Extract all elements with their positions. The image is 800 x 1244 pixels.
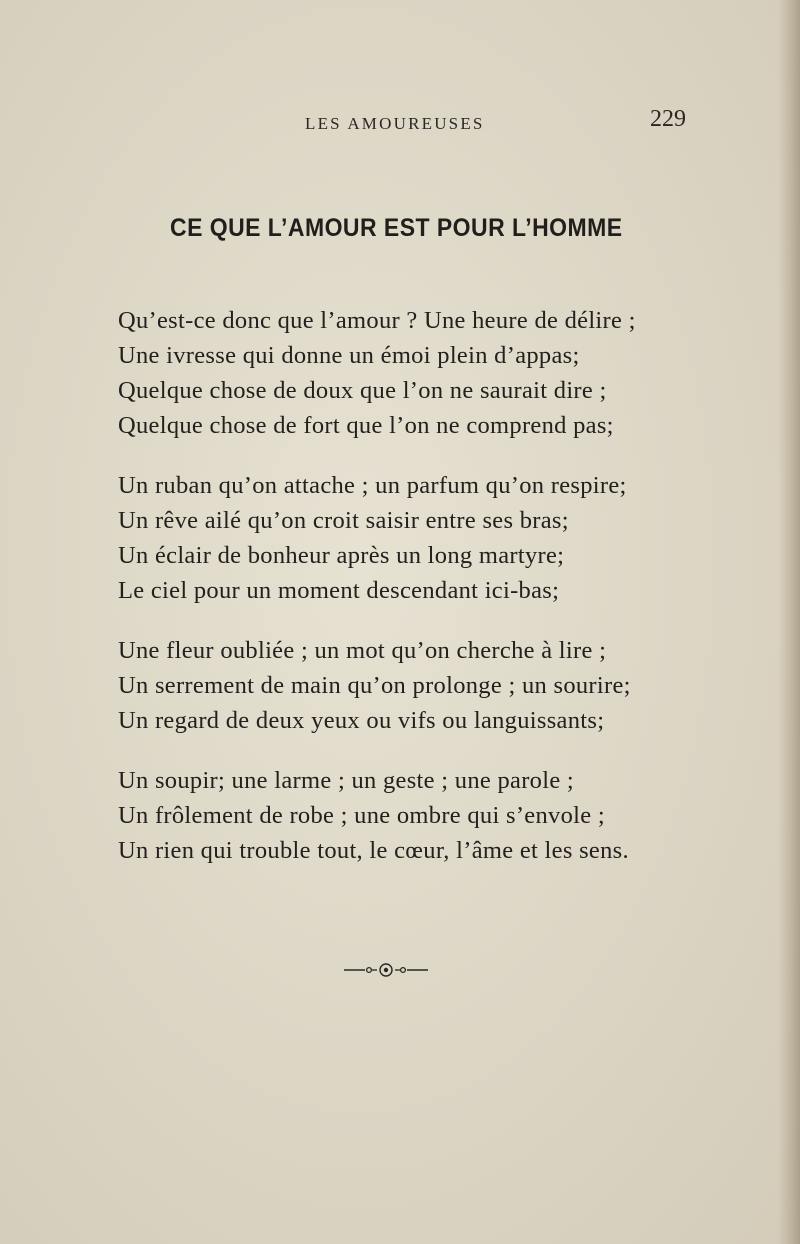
verse-line: Un serrement de main qu’on prolonge ; un sourire; xyxy=(118,672,631,699)
fleuron-icon xyxy=(343,960,429,980)
poem-title: CE QUE L’AMOUR EST POUR L’HOMME xyxy=(170,214,623,242)
verse-line: Un ruban qu’on attache ; un parfum qu’on respire; xyxy=(118,472,627,499)
running-head: LES AMOUREUSES xyxy=(305,114,485,133)
verse-line: Qu’est-ce donc que l’amour ? Une heure de délire ; xyxy=(118,307,636,334)
verse-line: Un frôlement de robe ; une ombre qui s’envole ; xyxy=(118,802,605,829)
stanza-4 xyxy=(118,763,678,868)
verse-line: Un rien qui trouble tout, le cœur, l’âme et les sens. xyxy=(118,837,629,864)
verse-line: Le ciel pour un moment descendant ici-bas; xyxy=(118,577,560,604)
verse-line: Une fleur oubliée ; un mot qu’on cherche à lire ; xyxy=(118,637,607,664)
verse-line: Un soupir; une larme ; un geste ; une parole ; xyxy=(118,767,575,794)
verse-line: Une ivresse qui donne un émoi plein d’appas; xyxy=(118,342,580,369)
verse-line: Un éclair de bonheur après un long martyre; xyxy=(118,542,565,569)
verse-line: Un rêve ailé qu’on croit saisir entre ses bras; xyxy=(118,507,569,534)
stanza-3 xyxy=(118,633,678,738)
verse-line: Quelque chose de doux que l’on ne saurait dire ; xyxy=(118,377,607,404)
verse-line: Quelque chose de fort que l’on ne comprend pas; xyxy=(118,412,614,439)
verse-line: Un regard de deux yeux ou vifs ou languissants; xyxy=(118,707,605,734)
page-edge-shadow xyxy=(778,0,800,1244)
page-number: 229 xyxy=(650,106,686,132)
poem-body xyxy=(118,303,678,893)
stanza-2 xyxy=(118,468,678,608)
stanza-1 xyxy=(118,303,678,443)
